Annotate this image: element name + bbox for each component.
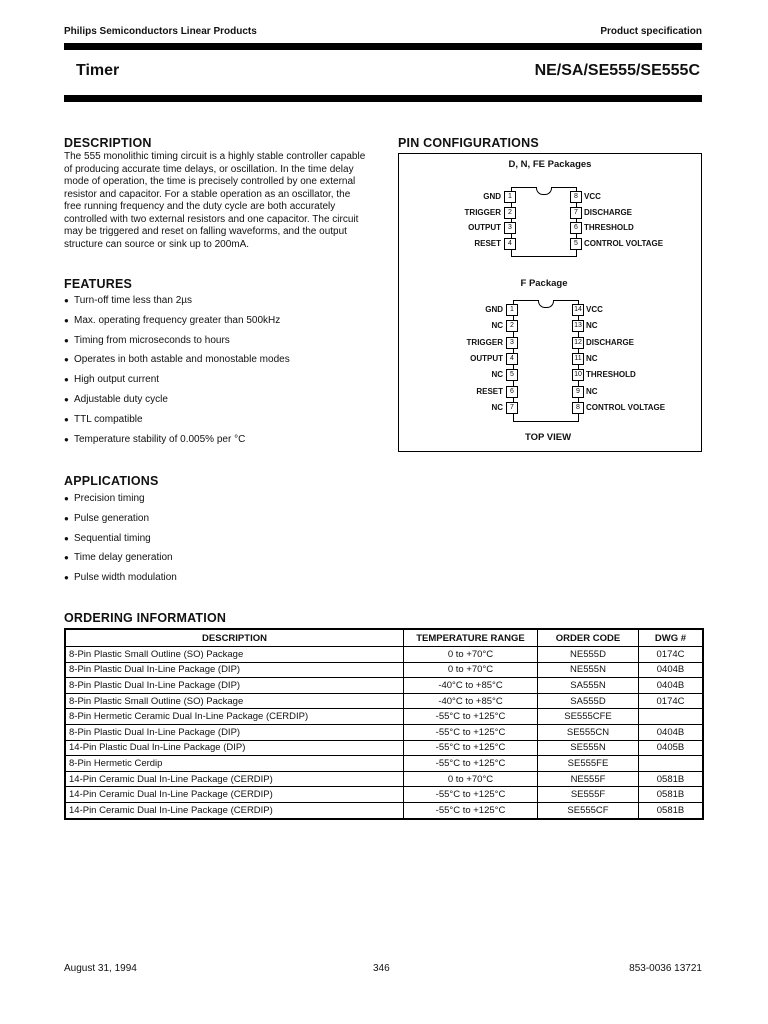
document-type: Product specification [600,26,702,37]
order-code-cell: SE555CFE [538,709,639,725]
order-code-cell: SE555CF [538,802,639,818]
table-row [65,678,703,694]
pin-number: 5 [570,238,582,250]
temperature-cell: -55°C to +125°C [404,802,538,818]
company-name: Philips Semiconductors Linear Products [64,26,257,37]
column-header: TEMPERATURE RANGE [404,629,538,647]
dwg-cell: 0581B [639,802,704,818]
applications-list [64,493,384,592]
feature-item: ● TTL compatible [64,414,384,434]
pin-label: OUTPUT [470,353,503,363]
pin-label: NC [491,321,503,331]
dwg-cell: 0404B [639,678,704,694]
description-cell: 8-Pin Plastic Dual In-Line Package (DIP) [65,724,404,740]
ic-body [513,300,579,422]
dwg-cell [639,709,704,725]
dwg-cell: 0581B [639,787,704,803]
pin-label: VCC [586,305,603,314]
description-line: may be triggered and reset on falling waveforms, and the output [64,226,347,237]
feature-item: ● High output current [64,374,384,394]
pin-label: NC [586,353,598,363]
description-text [64,151,384,251]
pin-number: 4 [504,238,516,250]
features-heading: FEATURES [64,277,133,291]
description-cell: 8-Pin Plastic Dual In-Line Package (DIP) [65,678,404,694]
application-item: ● Pulse width modulation [64,572,384,592]
description-cell: 14-Pin Plastic Dual In-Line Package (DIP) [65,740,404,756]
feature-item: ● Operates in both astable and monostable modes [64,354,384,374]
pin-number: 5 [506,369,518,381]
column-header: DWG # [639,629,704,647]
pin-label: OUTPUT [468,223,501,232]
ic-notch [536,187,552,195]
description-line: of producing accurate time delays, or oscillation. In the time delay [64,163,354,175]
pin-label: TRIGGER [464,207,501,217]
pin-number: 10 [572,369,584,381]
table-row [65,693,703,709]
application-item: ● Sequential timing [64,533,384,553]
pin-label: NC [491,370,503,380]
description-line: controlled with two external resistors and one capacitor. The circuit [64,213,359,225]
description-line: resistor and capacitor. For a stable operation as an oscillator, the [64,188,351,200]
order-code-cell: SE555F [538,787,639,803]
temperature-cell: -55°C to +125°C [404,740,538,756]
table-row [65,756,703,772]
order-code-cell: NE555D [538,647,639,663]
temperature-cell: 0 to +70°C [404,662,538,678]
temperature-cell: 0 to +70°C [404,647,538,663]
application-item: ● Time delay generation [64,552,384,572]
description-cell: 8-Pin Hermetic Cerdip [65,756,404,772]
pin-label: NC [586,321,598,331]
pin-number: 8 [572,402,584,414]
pin-number: 11 [572,353,584,365]
order-code-cell: SE555CN [538,724,639,740]
footer-doc-number: 853-0036 13721 [629,963,702,974]
description-line: The 555 monolithic timing circuit is a highly stable controller capable [64,151,366,162]
temperature-cell: -40°C to +85°C [404,693,538,709]
feature-item: ● Adjustable duty cycle [64,394,384,414]
pin-number: 1 [506,304,518,316]
pin-label: CONTROL VOLTAGE [586,402,666,412]
table-row [65,724,703,740]
pin-config-box [398,153,702,452]
dwg-cell: 0405B [639,740,704,756]
pin-label: DISCHARGE [584,207,633,217]
table-row [65,802,703,818]
pin-number: 4 [506,353,518,365]
ordering-table [64,628,704,820]
pin-number: 14 [572,304,584,316]
description-cell: 8-Pin Plastic Dual In-Line Package (DIP) [65,662,404,678]
pin-number: 2 [504,207,516,219]
temperature-cell: -55°C to +125°C [404,724,538,740]
pin-label: GND [485,305,503,314]
order-code-cell: SA555D [538,693,639,709]
dwg-cell: 0174C [639,647,704,663]
table-header-row [65,629,703,647]
table-row [65,787,703,803]
description-line: mode of operation, the time is precisely controlled by one external [64,176,356,187]
order-code-cell: SE555N [538,740,639,756]
ic-body [511,187,577,257]
pin-label: GND [483,192,501,201]
description-cell: 14-Pin Ceramic Dual In-Line Package (CERDIP) [65,771,404,787]
header-rule-top [64,43,702,50]
description-cell: 8-Pin Plastic Small Outline (SO) Package [65,647,404,663]
application-item: ● Precision timing [64,493,384,513]
order-code-cell: SA555N [538,678,639,694]
description-heading: DESCRIPTION [64,136,152,150]
description-cell: 8-Pin Plastic Small Outline (SO) Package [65,693,404,709]
dwg-cell: 0404B [639,662,704,678]
pin-number: 6 [570,222,582,234]
table-row [65,662,703,678]
part-numbers: NE/SA/SE555/SE555C [534,62,700,79]
pin-config-heading: PIN CONFIGURATIONS [398,136,539,150]
table-row [65,771,703,787]
pin-label: THRESHOLD [586,370,636,380]
application-item: ● Pulse generation [64,513,384,533]
order-code-cell: SE555FE [538,756,639,772]
feature-item: ● Temperature stability of 0.005% per °C [64,434,384,454]
feature-item: ● Turn-off time less than 2µs [64,295,384,315]
column-header: ORDER CODE [538,629,639,647]
ordering-heading: ORDERING INFORMATION [64,611,227,625]
feature-item: ● Max. operating frequency greater than 500kHz [64,315,384,335]
f-package-title: F Package [520,278,568,289]
temperature-cell: -55°C to +125°C [404,709,538,725]
pin-label: VCC [584,192,601,201]
dwg-cell [639,756,704,772]
description-line: structure can source or sink up to 200mA. [64,238,250,250]
pin-number: 9 [572,386,584,398]
pin-label: RESET [474,238,501,248]
pin-label: NC [586,386,598,396]
temperature-cell: -40°C to +85°C [404,678,538,694]
description-line: free running frequency and the duty cycle are both accurately [64,201,336,212]
pin-label: THRESHOLD [584,223,634,232]
features-list [64,295,384,453]
pin-number: 2 [506,320,518,332]
column-header: DESCRIPTION [65,629,404,647]
temperature-cell: -55°C to +125°C [404,787,538,803]
pin-number: 12 [572,337,584,349]
table-row [65,647,703,663]
footer-page-number: 346 [373,963,390,974]
temperature-cell: 0 to +70°C [404,771,538,787]
footer-date: August 31, 1994 [64,963,137,974]
description-cell: 14-Pin Ceramic Dual In-Line Package (CERDIP) [65,787,404,803]
description-cell: 8-Pin Hermetic Ceramic Dual In-Line Package (CERDIP) [65,709,404,725]
temperature-cell: -55°C to +125°C [404,756,538,772]
pin-number: 3 [504,222,516,234]
pin-number: 13 [572,320,584,332]
pin-number: 7 [506,402,518,414]
dwg-cell: 0404B [639,724,704,740]
dwg-cell: 0581B [639,771,704,787]
pin-label: NC [491,402,503,412]
pin-label: DISCHARGE [586,337,635,347]
dwg-cell: 0174C [639,693,704,709]
order-code-cell: NE555N [538,662,639,678]
pin-number: 3 [506,337,518,349]
description-cell: 14-Pin Ceramic Dual In-Line Package (CERDIP) [65,802,404,818]
pin-label: TRIGGER [466,337,503,347]
ic-notch [538,300,554,308]
feature-item: ● Timing from microseconds to hours [64,335,384,355]
page-title: Timer [76,62,120,79]
pin-number: 8 [570,191,582,203]
pin-label: RESET [476,386,503,396]
ordering-table-body [65,647,703,819]
pin-number: 1 [504,191,516,203]
table-row [65,740,703,756]
table-row [65,709,703,725]
applications-heading: APPLICATIONS [64,474,159,488]
dnfe-package-title: D, N, FE Packages [508,159,592,170]
top-view-label: TOP VIEW [524,432,572,443]
pin-label: CONTROL VOLTAGE [584,238,664,248]
pin-number: 6 [506,386,518,398]
order-code-cell: NE555F [538,771,639,787]
pin-number: 7 [570,207,582,219]
header-rule-bottom [64,95,702,102]
